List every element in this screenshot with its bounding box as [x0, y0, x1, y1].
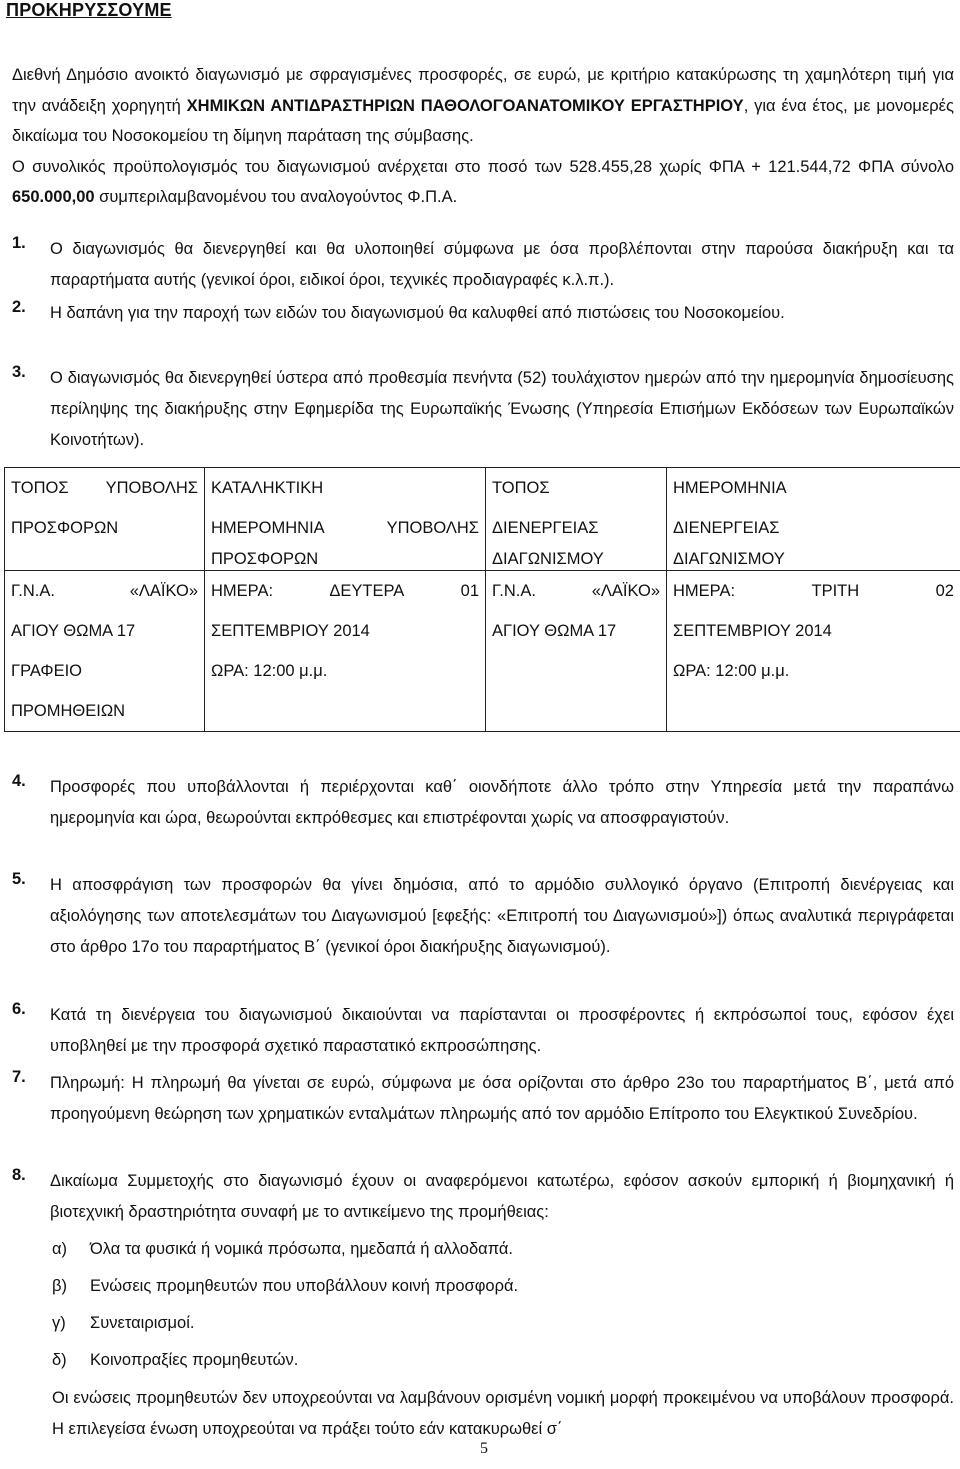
table-text: ΤΡΙΤΗ	[811, 582, 860, 600]
eligible-item-c	[52, 1314, 195, 1333]
table-cell	[5, 571, 205, 732]
article-text: Ο διαγωνισμός θα διενεργηθεί ύστερα από προθεσμία πενήντα (52) τουλάχιστον ημερών από την ημερομηνία δημοσίευσης περίληψης της διακήρυξης στην Εφημερίδα της Ευρωπαϊκής Ένωσης (Υπηρεσία Επισήμων Εκδόσεων των Ευρωπαϊκών Κοινοτήτων).	[50, 369, 954, 449]
table-text: ΔΕΥΤΕΡΑ	[329, 582, 405, 600]
article-text: Η δαπάνη για την παροχή των ειδών του διαγωνισμού θα καλυφθεί από πιστώσεις του Νοσοκομείου.	[50, 304, 785, 322]
eligible-text: Ενώσεις προμηθευτών που υποβάλλουν κοινή προσφορά.	[90, 1277, 519, 1295]
page-heading: ΠΡΟΚΗΡΥΣΣΟΥΜΕ	[6, 0, 172, 20]
table-text: «ΛΑΪΚΟ»	[129, 582, 198, 600]
eligible-item-a	[52, 1240, 513, 1259]
table-text: ΣΕΠΤΕΜΒΡΙΟΥ 2014	[211, 622, 370, 640]
article-text: Πληρωμή: Η πληρωμή θα γίνεται σε ευρώ, σύμφωνα με όσα ορίζονται στο άρθρο 23ο του παραρτήματος Β΄, μετά από προηγούμενη θεώρηση των χρηματικών ενταλμάτων πληρωμής από τον αρμόδιο Επίτροπο του Ελεγκτικού Συνεδρίου.	[50, 1074, 954, 1123]
table-text: ΑΓΙΟΥ ΘΩΜΑ 17	[11, 622, 136, 640]
article-5	[12, 870, 954, 963]
eligible-text: Όλα τα φυσικά ή νομικά πρόσωπα, ημεδαπά ή αλλοδαπά.	[90, 1240, 513, 1258]
table-cell	[486, 571, 667, 732]
table-cell	[667, 571, 960, 732]
article-number: 5.	[12, 870, 26, 888]
eligible-item-b	[52, 1277, 518, 1296]
article-number: 2.	[12, 298, 26, 316]
table-text: ΓΡΑΦΕΙΟ	[11, 662, 82, 680]
article-1	[12, 234, 954, 296]
table-text: ΚΑΤΑΛΗΚΤΙΚΗ	[211, 479, 324, 497]
eligible-label: γ)	[52, 1314, 66, 1332]
article-number: 6.	[12, 1000, 26, 1018]
table-text: ΔΙΕΝΕΡΓΕΙΑΣ	[492, 519, 599, 537]
table-text: «ΛΑΪΚΟ»	[591, 582, 660, 600]
intro-p1-bold: ΧΗΜΙΚΩΝ ΑΝΤΙΔΡΑΣΤΗΡΙΩΝ ΠΑΘΟΛΟΓΟΑΝΑΤΟΜΙΚΟΥ ΕΡΓΑΣΤΗΡΙΟΥ	[186, 96, 744, 115]
page-number: 5	[480, 1440, 488, 1457]
dates-table	[4, 467, 960, 732]
table-text: 02	[935, 582, 954, 600]
eligible-item-d	[52, 1351, 298, 1370]
table-text: ΔΙΑΓΩΝΙΣΜΟΥ	[673, 550, 785, 568]
article-6	[12, 1000, 954, 1062]
table-text: ΔΙΕΝΕΡΓΕΙΑΣ	[673, 519, 780, 537]
intro-p1-text-a: Διεθνή Δημόσιο ανοικτό διαγωνισμό με σφραγισμένες προσφορές, σε ευρώ, με κριτήριο κατακύρωσης τη χαμηλότερη τιμή για την ανάδειξη χορηγητή	[12, 66, 954, 115]
table-text: ΗΜΕΡΑ:	[673, 582, 736, 600]
eligible-text: Συνεταιρισμοί.	[90, 1314, 195, 1332]
table-text: ΩΡΑ: 12:00 μ.μ.	[673, 662, 790, 680]
intro-section	[12, 60, 954, 213]
table-header-cell	[205, 468, 486, 571]
article-number: 1.	[12, 234, 26, 252]
intro-p2-text-b: συμπεριλαμβανομένου του αναλογούντος Φ.Π.Α.	[94, 188, 458, 206]
table-text: Γ.Ν.Α.	[492, 582, 536, 600]
table-text: ΤΟΠΟΣ	[492, 479, 550, 497]
article-number: 7.	[12, 1068, 26, 1086]
table-text: Γ.Ν.Α.	[11, 582, 55, 600]
table-row	[5, 468, 960, 571]
intro-paragraph-2	[12, 152, 954, 213]
table-text: ΣΕΠΤΕΜΒΡΙΟΥ 2014	[673, 622, 832, 640]
article-number: 8.	[12, 1166, 26, 1184]
article-7	[12, 1068, 954, 1130]
table-text: ΑΓΙΟΥ ΘΩΜΑ 17	[492, 622, 617, 640]
article-text: Ο διαγωνισμός θα διενεργηθεί και θα υλοποιηθεί σύμφωνα με όσα προβλέπονται στην παρούσα διακήρυξη και τα παραρτήματα αυτής (γενικοί όροι, ειδικοί όροι, τεχνικές προδιαγραφές κ.λ.π.).	[50, 240, 954, 289]
article-4	[12, 772, 954, 834]
intro-paragraph-1	[12, 60, 954, 152]
article-number: 3.	[12, 363, 26, 381]
article-8	[12, 1166, 954, 1228]
article-text: Προσφορές που υποβάλλονται ή περιέρχονται καθ΄ οιονδήποτε άλλο τρόπο στην Υπηρεσία μετά την παραπάνω ημερομηνία και ώρα, θεωρούνται εκπρόθεσμες και επιστρέφονται χωρίς να αποσφραγιστούν.	[50, 778, 954, 827]
article-2	[12, 298, 954, 329]
article-text: Δικαίωμα Συμμετοχής στο διαγωνισμό έχουν οι αναφερόμενοι κατωτέρω, εφόσον ασκούν εμπορική ή βιομηχανική ή βιοτεχνική δραστηριότητα συναφή με το αντικείμενο της προμήθειας:	[50, 1172, 954, 1221]
table-text: ΠΡΟΜΗΘΕΙΩΝ	[11, 702, 126, 720]
article-number: 4.	[12, 772, 26, 790]
table-cell	[205, 571, 486, 732]
intro-p1-text-b: , για ένα έτος, με μονομερές δικαίωμα του Νοσοκομείου τη δίμηνη παράταση της σύμβασης.	[12, 96, 954, 145]
table-text: ΠΡΟΣΦΟΡΩΝ	[211, 550, 319, 568]
eligible-text: Κοινοπραξίες προμηθευτών.	[90, 1351, 299, 1369]
table-row	[5, 571, 960, 732]
table-header-cell	[667, 468, 960, 571]
eligible-label: β)	[52, 1277, 67, 1295]
table-text: ΤΟΠΟΣ	[11, 479, 69, 497]
table-header-cell	[486, 468, 667, 571]
table-text: ΗΜΕΡΟΜΗΝΙΑ	[211, 519, 325, 537]
eligible-label: δ)	[52, 1351, 67, 1369]
eligible-label: α)	[52, 1240, 68, 1258]
article-3	[12, 363, 954, 456]
table-text: ΔΙΑΓΩΝΙΣΜΟΥ	[492, 550, 604, 568]
table-text: ΗΜΕΡΑ:	[211, 582, 274, 600]
table-text: ΗΜΕΡΟΜΗΝΙΑ	[673, 479, 787, 497]
article-text: Κατά τη διενέργεια του διαγωνισμού δικαιούνται να παρίστανται οι προσφέροντες ή εκπρόσωποί τους, εφόσον έχει υποβληθεί με την προσφορά σχετικό παραστατικό εκπροσώπησης.	[50, 1006, 954, 1055]
table-text: ΥΠΟΒΟΛΗΣ	[105, 479, 198, 497]
intro-p2-text-a: Ο συνολικός προϋπολογισμός του διαγωνισμού ανέρχεται στο ποσό των 528.455,28 χωρίς ΦΠΑ + 121.544,72 ΦΠΑ σύνολο	[12, 157, 954, 176]
article-text: Η αποσφράγιση των προσφορών θα γίνει δημόσια, από το αρμόδιο συλλογικό όργανο (Επιτροπή διενέργειας και αξιολόγησης των αποτελεσμάτων του Διαγωνισμού [εφεξής: «Επιτροπή του Διαγωνισμού»]) όπως αναλυτικά περιγράφεται στο άρθρο 17ο του παραρτήματος Β΄ (γενικοί όροι διακήρυξης διαγωνισμού).	[50, 876, 954, 956]
intro-p2-bold: 650.000,00	[12, 188, 95, 206]
closing-paragraph: Οι ενώσεις προμηθευτών δεν υποχρεούνται να λαμβάνουν ορισμένη νομική μορφή προκειμένου να υποβάλουν προσφορά. Η επιλεγείσα ένωση υποχρεούται να πράξει τούτο εάν κατακυρωθεί σ΄	[52, 1389, 954, 1438]
table-text: ΠΡΟΣΦΟΡΩΝ	[11, 519, 119, 537]
table-header-cell	[5, 468, 205, 571]
table-text: ΥΠΟΒΟΛΗΣ	[386, 519, 479, 537]
table-text: ΩΡΑ: 12:00 μ.μ.	[211, 662, 328, 680]
table-text: 01	[460, 582, 479, 600]
